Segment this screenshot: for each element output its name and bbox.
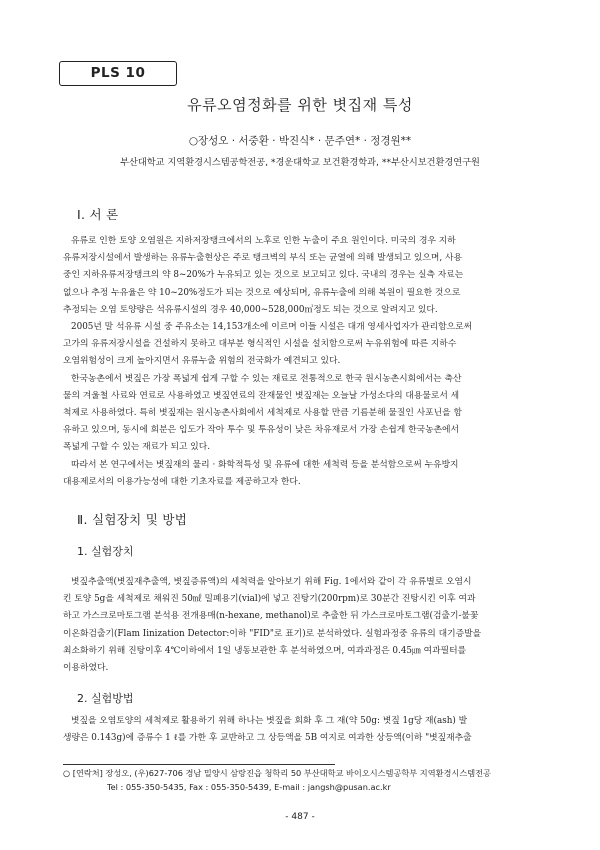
affiliation-list: 부산대학교 지역환경시스템공학전공, *경운대학교 보건환경학과, **부산시보건환경연구원 [120, 157, 480, 168]
page-number: - 487 - [285, 812, 315, 822]
procedure-body [63, 713, 537, 747]
text-line: 따라서 본 연구에서는 볏짚재의 물리 · 화학적특성 및 유류에 대한 세척력 등을 분석함으로써 누유방지 [71, 459, 459, 470]
text-line: 척제로 사용하였다. 특히 볏짚재는 원시농촌사회에서 세척제로 사용할 만큼 기름분해 물질인 사포닌을 함 [63, 408, 462, 419]
text-line: 대용제로서의 이용가능성에 대한 기초자료를 제공하고자 한다. [63, 476, 301, 487]
footnote-phone-email-line: Tel : 055-350-5435, Fax : 055-350-5439, E-mail : jangsh@pusan.ac.kr [107, 781, 391, 792]
text-line: 유하고 있으며, 동시에 회분은 입도가 작아 투수 및 투유성이 낮은 차유재로서 가장 손쉽게 한국농촌에서 [63, 425, 460, 436]
footnote-divider [63, 764, 335, 765]
footnote [63, 767, 537, 794]
text-line: 오염위험성이 크게 높아지면서 유류누출 위험의 전국화가 예견되고 있다. [63, 356, 341, 367]
text-line: 유류저장시설에서 발생하는 유류누출현상은 주로 탱크벽의 부식 또는 균열에 의해 발생되고 있으며, 사용 [63, 253, 462, 264]
text-line: 유류로 인한 토양 오염원은 지하저장탱크에서의 노후로 인한 누출이 주요 원인이다. 미국의 경우 지하 [71, 236, 456, 246]
subsection-heading-procedure: 2. 실험방법 [77, 692, 134, 705]
text-line: 중인 지하유류저장탱크의 약 8~20%가 누유되고 있는 것으로 보고되고 있다. 국내의 경우는 실측 자료는 [63, 270, 464, 281]
text-line: 하고 가스크로마토그램 분석용 전개용매(n-hexane, methanol)로 추출한 뒤 가스크로마토그램(검출기-불꽃 [63, 611, 479, 622]
text-line: 킨 토양 5g을 세척제로 채워진 50㎖ 밀폐용기(vial)에 넣고 진탕기(200rpm)로 30분간 진탕시킨 이후 여과 [63, 594, 476, 605]
paper-title: 유류오염정화를 위한 볏집재 특성 [187, 96, 413, 114]
section-heading-introduction: Ⅰ. 서 론 [77, 207, 119, 222]
session-badge: PLS 10 [59, 61, 177, 86]
text-line: 최소화하기 위해 진탕이후 4℃이하에서 1일 냉동보관한 후 분석하였으며, 여과과정은 0.45㎛ 여과필터를 [63, 645, 467, 656]
text-line: 고가의 유류저장시설을 건설하지 못하고 대부분 형식적인 시설을 설치함으로써 누유위험에 따른 지하수 [63, 339, 457, 350]
text-line: 물의 겨울철 사료와 연료로 사용하였고 볏짚연료의 잔재물인 볏짚재는 오늘날 가성소다의 대용물로서 세 [63, 390, 460, 401]
apparatus-body [63, 574, 537, 677]
text-line: 생량은 0.143g)에 증류수 1 ℓ를 가한 후 교반하고 그 상등액을 5B 여지로 여과한 상등액(이하 "볏짚재추출 [63, 733, 472, 744]
text-line: 이용하였다. [63, 663, 109, 674]
author-list: ○장성오 · 서중환 · 박진식* · 문주연* · 정경원** [188, 135, 412, 147]
introduction-body [63, 233, 537, 491]
text-line: 추정되는 오염 토양량은 석유류시설의 경우 40,000~528,000㎥정도 되는 것으로 알려지고 있다. [63, 304, 438, 315]
text-line: 볏짚추출액(볏짚재추출액, 볏짚증류액)의 세척력을 알아보기 위해 Fig. 1에서와 같이 각 유류별로 오염시 [71, 577, 472, 587]
subsection-heading-apparatus: 1. 실험장치 [77, 545, 134, 558]
text-line: 폭넓게 구할 수 있는 재료가 되고 있다. [63, 442, 211, 453]
text-line: 이온화검출기(Flam Iinization Detector:이하 "FID"로 표기)로 분석하였다. 실험과정중 유류의 대기증발을 [63, 628, 482, 639]
section-heading-methods: Ⅱ. 실험장치 및 방법 [77, 512, 188, 527]
text-line: 2005년 말 석유류 시설 중 주유소는 14,153개소에 이르며 이들 시설은 대개 영세사업자가 관리함으로써 [71, 322, 473, 333]
text-line: 볏짚을 오염토양의 세척제로 활용하기 위해 하나는 볏짚을 회화 후 그 재(약 50g: 볏짚 1g당 재(ash) 발 [71, 716, 468, 726]
footnote-contact-line: ○ [연락처] 장성오, (우)627-706 경남 밀양시 삼랑진읍 청학리 50 부산대학교 바이오시스템공학부 지역환경시스템전공 [63, 768, 491, 778]
text-line: 없으나 추정 누유율은 약 10~20%정도가 되는 것으로 예상되며, 유류누출에 의해 복원이 필요한 것으로 [63, 287, 461, 298]
text-line: 한국농촌에서 볏짚은 가장 폭넓게 쉽게 구할 수 있는 재료로 전통적으로 한국 원시농촌시회에서는 축산 [71, 373, 462, 384]
